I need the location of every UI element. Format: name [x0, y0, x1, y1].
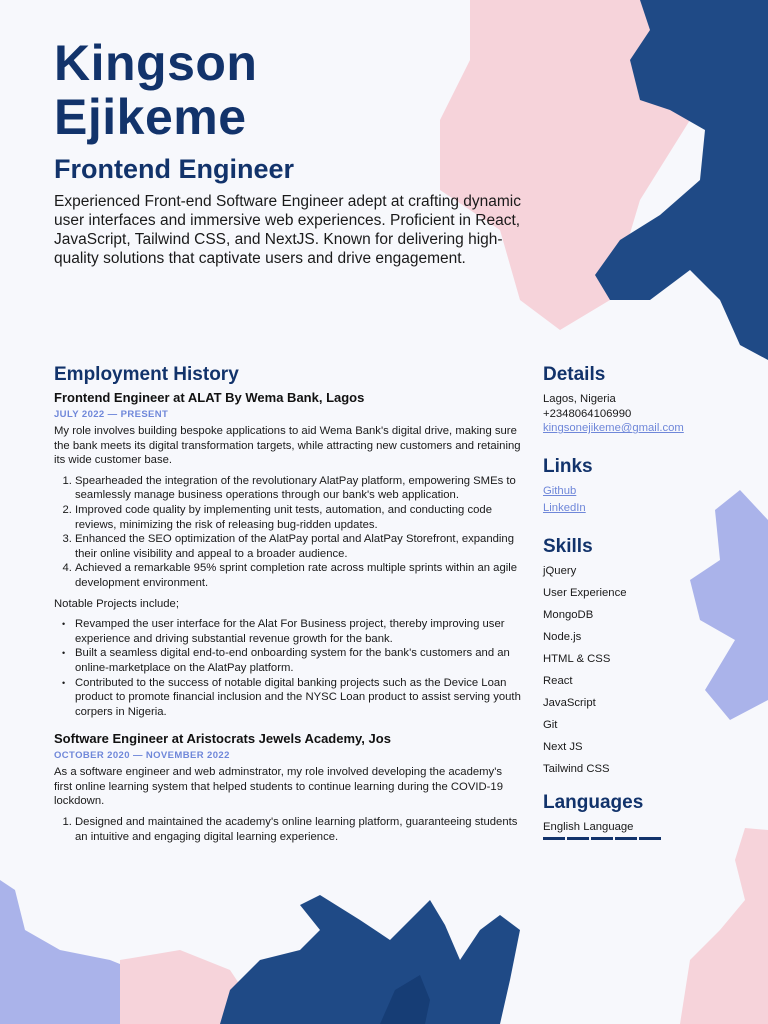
skill-item: Git: [543, 718, 558, 731]
first-name: Kingson: [54, 35, 258, 91]
phone-text: +2348064106990: [543, 407, 632, 420]
candidate-name: [54, 36, 257, 144]
notable-project-item: • Built a seamless digital end-to-end onboarding system for the bank's customers and an online-marketplace on the AlatPay platform.: [75, 646, 522, 675]
job-dates: JULY 2022 — PRESENT: [54, 409, 169, 420]
employment-section: [54, 364, 522, 850]
skill-item: Node.js: [543, 630, 582, 643]
achievement-list: [54, 474, 522, 591]
achievement-item: 1. Designed and maintained the academy's online learning platform, guaranteeing students an intuitive and engaging digital learning experience.: [75, 815, 522, 844]
languages-heading: Languages: [543, 792, 644, 814]
skill-item: React: [543, 674, 573, 687]
notable-projects-heading: Notable Projects include;: [54, 597, 179, 610]
skills-list: [543, 564, 713, 776]
notable-projects-list: [54, 617, 522, 719]
job-role: Frontend Engineer: [54, 154, 295, 184]
achievement-item: 1. Spearheaded the integration of the revolutionary AlatPay platform, empowering SMEs to seamlessly manage business operations through our bank's web application.: [75, 474, 522, 503]
profile-summary: Experienced Front-end Software Engineer adept at crafting dynamic user interfaces and immersive web experiences. Proficient in React, JavaScript, Tailwind CSS, and NextJS. Known for delivering high-quality solutions that captivate users and drive engagement.: [54, 193, 521, 267]
email-link[interactable]: kingsonejikeme@gmail.com: [543, 422, 684, 435]
location-text: Lagos, Nigeria: [543, 393, 616, 405]
job-description: As a software engineer and web adminstrator, my role involved developing the academy's first online learning system that helped students to continue learning during the COVID-19 lockdown.: [54, 766, 503, 808]
last-name: Ejikeme: [54, 89, 247, 145]
sidebar: [543, 364, 713, 840]
language-item: English Language: [543, 821, 634, 834]
job-entry-aristocrats: [54, 731, 522, 844]
skill-item: jQuery: [543, 564, 577, 577]
proficiency-segment: [591, 837, 613, 840]
details-heading: Details: [543, 364, 606, 385]
achievement-item: 2. Improved code quality by implementing unit tests, automation, and conducting code reviews, minimizing the risk of releasing bug-ridden updates.: [75, 503, 522, 532]
proficiency-segment: [615, 837, 637, 840]
skill-item: MongoDB: [543, 608, 594, 621]
achievement-item: 3. Enhanced the SEO optimization of the AlatPay portal and AlatPay Storefront, expanding their online visibility and appeal to a broader audience.: [75, 532, 522, 561]
linkedin-link[interactable]: LinkedIn: [543, 502, 586, 515]
job-entry-alat: [54, 390, 522, 719]
github-link[interactable]: Github: [543, 484, 577, 497]
job-title: Software Engineer at Aristocrats Jewels Academy, Jos: [54, 731, 391, 747]
achievement-item: 4. Achieved a remarkable 95% sprint completion rate across multiple sprints within an agile development environment.: [75, 561, 522, 590]
proficiency-segment: [543, 837, 565, 840]
achievement-list: [54, 815, 522, 844]
skills-heading: Skills: [543, 535, 593, 557]
skill-item: Next JS: [543, 740, 583, 753]
skill-item: JavaScript: [543, 696, 596, 709]
proficiency-segment: [639, 837, 661, 840]
employment-heading: Employment History: [54, 364, 239, 385]
links-heading: Links: [543, 455, 593, 477]
skill-item: HTML & CSS: [543, 652, 611, 665]
job-title: Frontend Engineer at ALAT By Wema Bank, Lagos: [54, 390, 365, 405]
notable-project-item: • Contributed to the success of notable digital banking projects such as the Device Loan product to promote financial inclusion and the NYSC Loan product to assist serving youth corpers in Nigeria.: [75, 676, 522, 720]
proficiency-segment: [567, 837, 589, 840]
language-proficiency-bar: [543, 837, 713, 840]
skill-item: Tailwind CSS: [543, 762, 610, 775]
notable-project-item: • Revamped the user interface for the Alat For Business project, thereby improving user experience and driving substantial revenue growth for the bank.: [75, 617, 522, 646]
job-description: My role involves building bespoke applications to aid Wema Bank's digital drive, making sure the bank meets its digital transformation targets, while attracting new customers and retaining its wide customer base.: [54, 425, 521, 467]
job-dates: OCTOBER 2020 — NOVEMBER 2022: [54, 750, 230, 762]
skill-item: User Experience: [543, 586, 627, 599]
